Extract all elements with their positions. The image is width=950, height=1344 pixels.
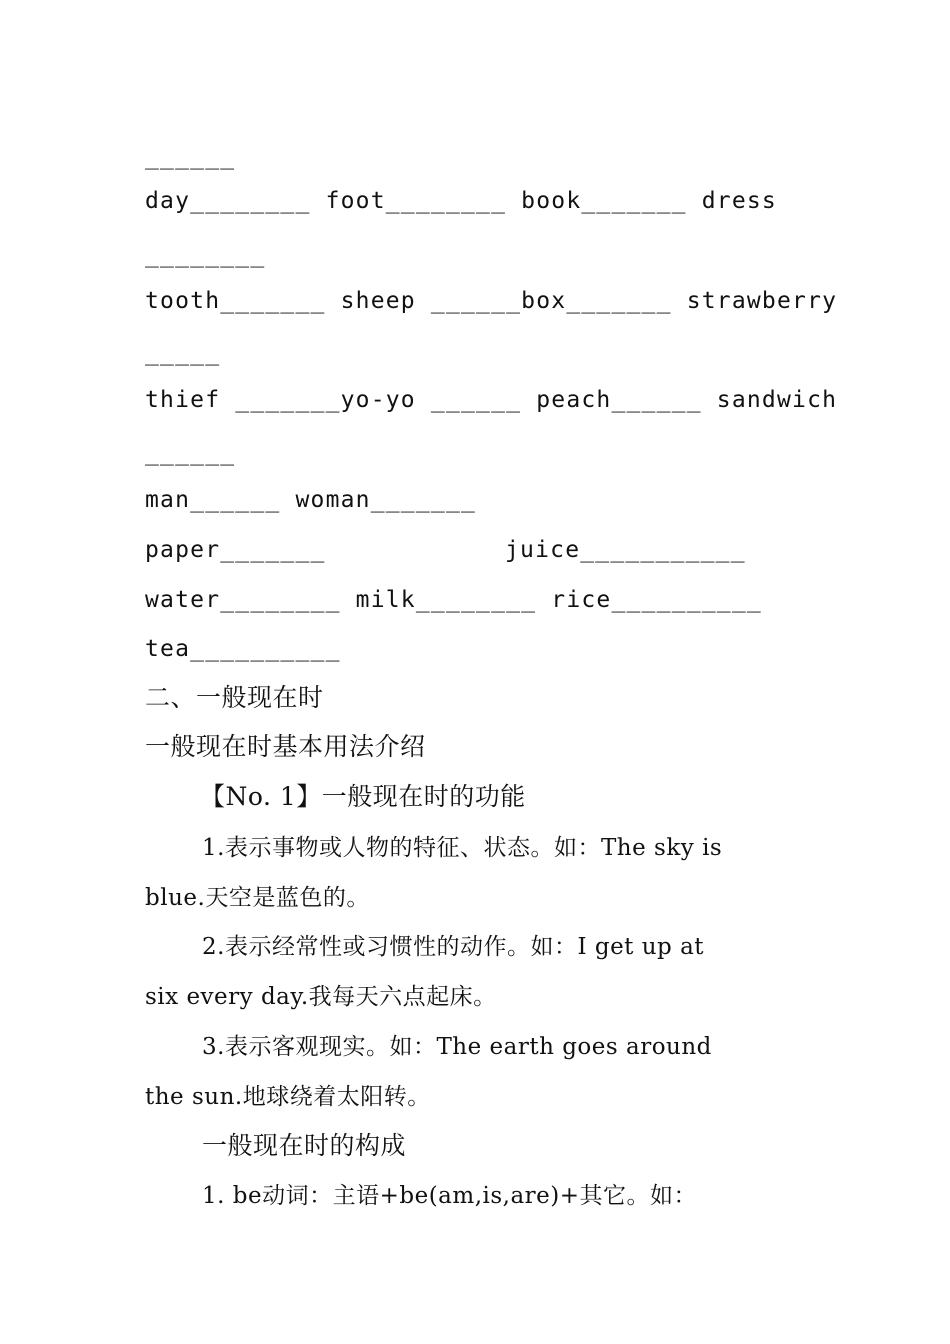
item2-line1: 2.表示经常性或习惯性的动作。如：I get up at bbox=[202, 934, 705, 960]
exercise-line-man-woman: man______ woman_______ bbox=[145, 487, 477, 513]
exercise-line-tea: tea__________ bbox=[145, 636, 341, 662]
item3-line2: the sun.地球绕着太阳转。 bbox=[145, 1084, 431, 1110]
exercise-line-juice: juice___________ bbox=[505, 537, 746, 563]
blank-line: ______ bbox=[145, 144, 236, 170]
exercise-line-thief-yoyo-peach-sandwich: thief _______yo-yo ______ peach______ sandwich bbox=[145, 387, 838, 413]
item3-line1: 3.表示客观现实。如：The earth goes around bbox=[202, 1034, 712, 1060]
blank-line: _____ bbox=[145, 340, 221, 366]
structure-title: 一般现在时的构成 bbox=[202, 1131, 407, 1160]
no1-title: 【No. 1】一般现在时的功能 bbox=[200, 782, 526, 811]
item2-line2: six every day.我每天六点起床。 bbox=[145, 984, 497, 1010]
section-subheading: 一般现在时基本用法介绍 bbox=[145, 732, 426, 761]
section-heading: 二、一般现在时 bbox=[145, 683, 324, 712]
exercise-line-day-foot-book-dress: day________ foot________ book_______ dress bbox=[145, 188, 777, 214]
item1-line1: 1.表示事物或人物的特征、状态。如：The sky is bbox=[202, 835, 723, 861]
exercise-line-tooth-sheep-box-strawberry: tooth_______ sheep ______box_______ strawberry bbox=[145, 288, 838, 314]
exercise-line-paper: paper_______ bbox=[145, 537, 326, 563]
blank-line: ______ bbox=[145, 440, 236, 466]
exercise-line-water-milk-rice: water________ milk________ rice__________ bbox=[145, 587, 762, 613]
item1-line2: blue.天空是蓝色的。 bbox=[145, 885, 370, 911]
structure-item1: 1. be动词：主语+be(am,is,are)+其它。如： bbox=[202, 1183, 698, 1209]
blank-line: ________ bbox=[145, 242, 266, 268]
